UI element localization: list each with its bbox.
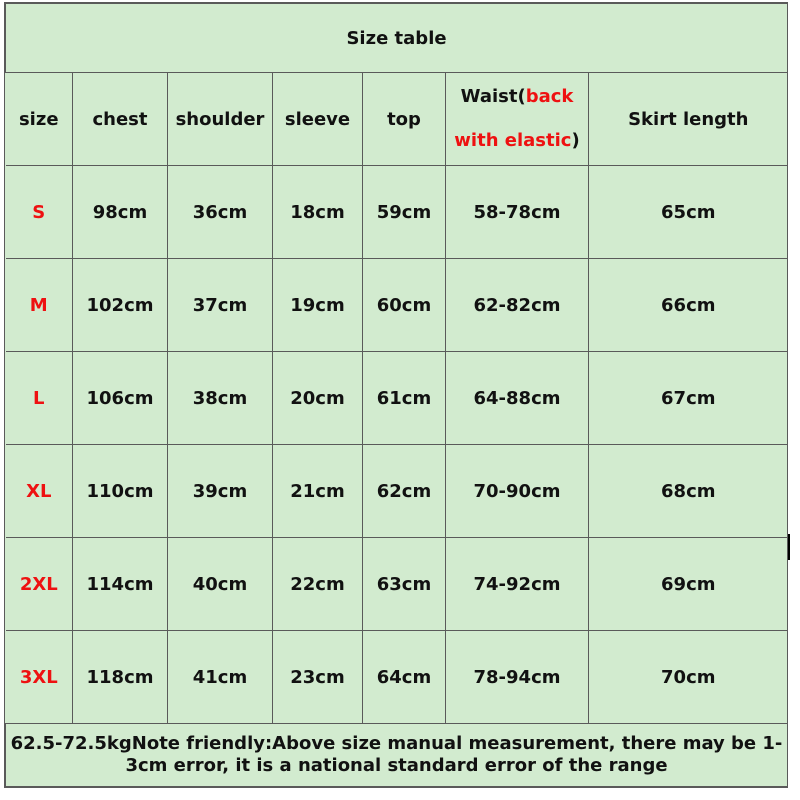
table-title: Size table — [6, 4, 788, 73]
size-chart-sheet — [4, 2, 788, 788]
table-row — [6, 445, 788, 538]
edge-mark — [788, 534, 790, 560]
header-waist-close: ) — [571, 130, 580, 151]
header-sleeve: sleeve — [273, 73, 363, 166]
size-cell: 2XL — [6, 538, 73, 631]
sleeve-cell: 21cm — [273, 445, 363, 538]
sleeve-cell: 20cm — [273, 352, 363, 445]
table-row — [6, 259, 788, 352]
shoulder-cell: 39cm — [168, 445, 273, 538]
shoulder-cell: 38cm — [168, 352, 273, 445]
shoulder-cell: 40cm — [168, 538, 273, 631]
size-cell: M — [6, 259, 73, 352]
waist-cell: 70-90cm — [446, 445, 589, 538]
top-cell: 64cm — [363, 631, 446, 724]
skirt-length-cell: 65cm — [589, 166, 788, 259]
chest-cell: 98cm — [73, 166, 168, 259]
header-size: size — [6, 73, 73, 166]
table-row — [6, 631, 788, 724]
header-top: top — [363, 73, 446, 166]
table-row — [6, 352, 788, 445]
waist-cell: 62-82cm — [446, 259, 589, 352]
shoulder-cell: 37cm — [168, 259, 273, 352]
skirt-length-cell: 67cm — [589, 352, 788, 445]
top-cell: 62cm — [363, 445, 446, 538]
sleeve-cell: 23cm — [273, 631, 363, 724]
shoulder-cell: 41cm — [168, 631, 273, 724]
table-row — [6, 538, 788, 631]
chest-cell: 114cm — [73, 538, 168, 631]
note-row — [6, 724, 788, 787]
waist-cell: 64-88cm — [446, 352, 589, 445]
shoulder-cell: 36cm — [168, 166, 273, 259]
waist-cell: 74-92cm — [446, 538, 589, 631]
chest-cell: 106cm — [73, 352, 168, 445]
header-waist — [446, 73, 589, 166]
header-row — [6, 73, 788, 166]
size-cell: 3XL — [6, 631, 73, 724]
top-cell: 61cm — [363, 352, 446, 445]
size-cell: S — [6, 166, 73, 259]
skirt-length-cell: 69cm — [589, 538, 788, 631]
chest-cell: 102cm — [73, 259, 168, 352]
header-waist-elastic: with elastic — [454, 130, 572, 151]
size-table — [5, 3, 788, 787]
chest-cell: 110cm — [73, 445, 168, 538]
sleeve-cell: 22cm — [273, 538, 363, 631]
skirt-length-cell: 68cm — [589, 445, 788, 538]
sleeve-cell: 19cm — [273, 259, 363, 352]
table-row — [6, 166, 788, 259]
skirt-length-cell: 70cm — [589, 631, 788, 724]
waist-cell: 78-94cm — [446, 631, 589, 724]
measurement-note: 62.5-72.5kgNote friendly:Above size manual measurement, there may be 1-3cm error, it is a national standard error of the range — [6, 724, 788, 787]
header-chest: chest — [73, 73, 168, 166]
size-cell: XL — [6, 445, 73, 538]
top-cell: 63cm — [363, 538, 446, 631]
skirt-length-cell: 66cm — [589, 259, 788, 352]
header-waist-back: back — [525, 86, 574, 107]
title-row — [6, 4, 788, 73]
header-shoulder: shoulder — [168, 73, 273, 166]
sleeve-cell: 18cm — [273, 166, 363, 259]
size-cell: L — [6, 352, 73, 445]
top-cell: 59cm — [363, 166, 446, 259]
chest-cell: 118cm — [73, 631, 168, 724]
header-skirt-length: Skirt length — [589, 73, 788, 166]
header-waist-label: Waist( — [460, 86, 526, 107]
top-cell: 60cm — [363, 259, 446, 352]
waist-cell: 58-78cm — [446, 166, 589, 259]
